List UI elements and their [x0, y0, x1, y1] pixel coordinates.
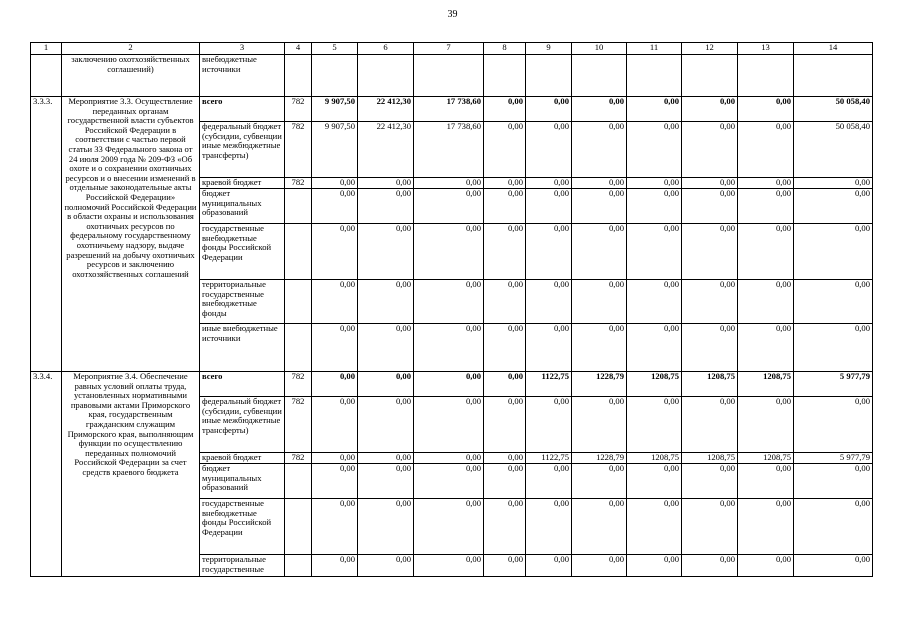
- gbs-code-cell: [285, 224, 312, 280]
- value-cell: 0,00: [358, 464, 414, 499]
- source-cell: бюджет муниципальных образований: [200, 189, 285, 224]
- value-cell: 0,00: [484, 324, 526, 372]
- value-cell: 0,00: [526, 324, 572, 372]
- value-cell: 0,00: [526, 397, 572, 453]
- value-cell: 0,00: [526, 499, 572, 555]
- value-cell: 0,00: [312, 189, 358, 224]
- value-cell: 22 412,30: [358, 122, 414, 178]
- value-cell: 0,00: [682, 97, 738, 122]
- gbs-code-cell: [285, 280, 312, 324]
- column-header: 1: [31, 43, 62, 55]
- gbs-code-cell: [285, 499, 312, 555]
- value-cell: 0,00: [484, 397, 526, 453]
- value-cell: 0,00: [414, 280, 484, 324]
- value-cell: 0,00: [794, 499, 873, 555]
- value-cell: 0,00: [738, 464, 794, 499]
- value-cell: 1208,75: [738, 453, 794, 464]
- column-header: 9: [526, 43, 572, 55]
- value-cell: 0,00: [627, 324, 682, 372]
- value-cell: 0,00: [484, 122, 526, 178]
- value-cell: 0,00: [312, 324, 358, 372]
- value-cell: 0,00: [627, 555, 682, 577]
- value-cell: [312, 55, 358, 97]
- value-cell: 0,00: [794, 224, 873, 280]
- value-cell: 0,00: [312, 178, 358, 189]
- value-cell: [682, 55, 738, 97]
- source-cell: внебюджетные источники: [200, 55, 285, 97]
- gbs-code-cell: [285, 555, 312, 577]
- source-cell: государственные внебюджетные фонды Российской Федерации: [200, 499, 285, 555]
- header-row: [31, 43, 873, 55]
- value-cell: 0,00: [526, 97, 572, 122]
- measure-code-cell: 3.3.4.: [31, 372, 62, 577]
- value-cell: [484, 55, 526, 97]
- gbs-code-cell: 782: [285, 453, 312, 464]
- value-cell: 0,00: [414, 555, 484, 577]
- value-cell: 1228,79: [572, 372, 627, 397]
- value-cell: 0,00: [526, 224, 572, 280]
- value-cell: 0,00: [526, 189, 572, 224]
- column-header: 8: [484, 43, 526, 55]
- measure-name-cell: заключению охотхозяйственных соглашений): [62, 55, 200, 97]
- table-body: [31, 55, 873, 577]
- value-cell: 5 977,79: [794, 372, 873, 397]
- gbs-code-cell: [285, 464, 312, 499]
- value-cell: 5 977,79: [794, 453, 873, 464]
- value-cell: 0,00: [572, 464, 627, 499]
- value-cell: 1208,75: [627, 453, 682, 464]
- value-cell: 0,00: [358, 224, 414, 280]
- value-cell: 0,00: [484, 464, 526, 499]
- source-cell: государственные внебюджетные фонды Российской Федерации: [200, 224, 285, 280]
- value-cell: 0,00: [794, 280, 873, 324]
- source-cell: краевой бюджет: [200, 453, 285, 464]
- value-cell: 0,00: [738, 280, 794, 324]
- value-cell: 0,00: [358, 499, 414, 555]
- value-cell: [414, 55, 484, 97]
- gbs-code-cell: 782: [285, 97, 312, 122]
- source-cell: территориальные государственные: [200, 555, 285, 577]
- value-cell: 9 907,50: [312, 122, 358, 178]
- source-cell: федеральный бюджет (субсидии, субвенции иные межбюджетные трансферты): [200, 122, 285, 178]
- gbs-code-cell: [285, 189, 312, 224]
- value-cell: 0,00: [627, 224, 682, 280]
- value-cell: 50 058,40: [794, 122, 873, 178]
- value-cell: 0,00: [738, 397, 794, 453]
- value-cell: 0,00: [572, 397, 627, 453]
- value-cell: 1122,75: [526, 453, 572, 464]
- value-cell: 0,00: [312, 499, 358, 555]
- table-row: [31, 97, 873, 122]
- measure-name-cell: Мероприятие 3.4. Обеспечение равных условий оплаты труда, установленных нормативными правовыми актами Приморского края, государственным гражданским служащим Приморского края, выполняющим функции по осуществлению переданных полномочий Российской Федерации за счет средств краевого бюджета: [62, 372, 200, 577]
- value-cell: 17 738,60: [414, 122, 484, 178]
- budget-table: [30, 42, 873, 577]
- gbs-code-cell: [285, 324, 312, 372]
- value-cell: 0,00: [794, 555, 873, 577]
- value-cell: 0,00: [358, 453, 414, 464]
- value-cell: 0,00: [572, 189, 627, 224]
- column-header: 5: [312, 43, 358, 55]
- value-cell: 0,00: [794, 189, 873, 224]
- value-cell: 0,00: [738, 97, 794, 122]
- value-cell: 0,00: [682, 189, 738, 224]
- value-cell: 0,00: [627, 464, 682, 499]
- value-cell: 0,00: [312, 280, 358, 324]
- value-cell: 0,00: [572, 97, 627, 122]
- value-cell: [738, 55, 794, 97]
- code-cell: [31, 55, 62, 97]
- measure-code-cell: 3.3.3.: [31, 97, 62, 372]
- value-cell: 0,00: [572, 224, 627, 280]
- value-cell: 0,00: [627, 97, 682, 122]
- value-cell: [526, 55, 572, 97]
- table-row: [31, 372, 873, 397]
- source-cell: бюджет муниципальных образований: [200, 464, 285, 499]
- value-cell: 0,00: [526, 122, 572, 178]
- value-cell: 1228,79: [572, 453, 627, 464]
- value-cell: 0,00: [526, 280, 572, 324]
- value-cell: [358, 55, 414, 97]
- source-cell: иные внебюджетные источники: [200, 324, 285, 372]
- value-cell: 0,00: [484, 453, 526, 464]
- value-cell: 0,00: [484, 224, 526, 280]
- value-cell: 0,00: [312, 397, 358, 453]
- column-header: 4: [285, 43, 312, 55]
- value-cell: 0,00: [358, 397, 414, 453]
- value-cell: 1208,75: [682, 453, 738, 464]
- source-cell: федеральный бюджет (субсидии, субвенции иные межбюджетные трансферты): [200, 397, 285, 453]
- value-cell: 0,00: [414, 453, 484, 464]
- value-cell: 0,00: [312, 555, 358, 577]
- value-cell: 0,00: [414, 464, 484, 499]
- value-cell: 22 412,30: [358, 97, 414, 122]
- value-cell: 0,00: [572, 122, 627, 178]
- value-cell: 0,00: [312, 224, 358, 280]
- value-cell: [572, 55, 627, 97]
- column-header: 10: [572, 43, 627, 55]
- value-cell: 0,00: [414, 178, 484, 189]
- gbs-code-cell: 782: [285, 122, 312, 178]
- value-cell: 0,00: [414, 224, 484, 280]
- value-cell: 0,00: [627, 397, 682, 453]
- value-cell: 0,00: [414, 397, 484, 453]
- value-cell: 0,00: [738, 189, 794, 224]
- value-cell: 0,00: [484, 97, 526, 122]
- value-cell: 0,00: [484, 499, 526, 555]
- value-cell: 1208,75: [738, 372, 794, 397]
- gbs-code-cell: 782: [285, 178, 312, 189]
- value-cell: 1208,75: [682, 372, 738, 397]
- page-number: 39: [447, 9, 458, 20]
- value-cell: 0,00: [484, 372, 526, 397]
- value-cell: 0,00: [358, 372, 414, 397]
- value-cell: 0,00: [572, 499, 627, 555]
- value-cell: 0,00: [312, 453, 358, 464]
- value-cell: 0,00: [738, 499, 794, 555]
- value-cell: 0,00: [358, 555, 414, 577]
- value-cell: 0,00: [682, 397, 738, 453]
- value-cell: 0,00: [682, 499, 738, 555]
- value-cell: 0,00: [794, 178, 873, 189]
- value-cell: 0,00: [738, 555, 794, 577]
- value-cell: [794, 55, 873, 97]
- source-cell: краевой бюджет: [200, 178, 285, 189]
- value-cell: 0,00: [358, 324, 414, 372]
- column-header: 13: [738, 43, 794, 55]
- value-cell: 0,00: [738, 324, 794, 372]
- source-cell: всего: [200, 97, 285, 122]
- column-header: 14: [794, 43, 873, 55]
- value-cell: 0,00: [627, 122, 682, 178]
- column-header: 2: [62, 43, 200, 55]
- value-cell: 0,00: [627, 280, 682, 324]
- value-cell: 0,00: [526, 464, 572, 499]
- gbs-cell: [285, 55, 312, 97]
- value-cell: 0,00: [794, 397, 873, 453]
- column-header: 6: [358, 43, 414, 55]
- value-cell: 0,00: [312, 464, 358, 499]
- source-cell: всего: [200, 372, 285, 397]
- value-cell: 0,00: [738, 224, 794, 280]
- column-header: 7: [414, 43, 484, 55]
- value-cell: 9 907,50: [312, 97, 358, 122]
- value-cell: 0,00: [627, 499, 682, 555]
- value-cell: 0,00: [682, 464, 738, 499]
- value-cell: 0,00: [572, 324, 627, 372]
- value-cell: 0,00: [484, 178, 526, 189]
- value-cell: 0,00: [358, 189, 414, 224]
- value-cell: 0,00: [627, 189, 682, 224]
- value-cell: 0,00: [358, 178, 414, 189]
- value-cell: 1208,75: [627, 372, 682, 397]
- value-cell: 0,00: [572, 280, 627, 324]
- value-cell: 1122,75: [526, 372, 572, 397]
- source-cell: территориальные государственные внебюджетные фонды: [200, 280, 285, 324]
- value-cell: 0,00: [484, 189, 526, 224]
- column-header: 3: [200, 43, 285, 55]
- value-cell: 0,00: [312, 372, 358, 397]
- value-cell: 0,00: [414, 372, 484, 397]
- value-cell: 0,00: [794, 324, 873, 372]
- value-cell: 0,00: [414, 189, 484, 224]
- value-cell: 0,00: [682, 178, 738, 189]
- value-cell: 0,00: [414, 499, 484, 555]
- measure-name-cell: Мероприятие 3.3. Осуществление переданных органам государственной власти субъектов Российской Федерации в соответствии с частью первой статьи 33 Федерального закона от 24 июля 2009 года № 209-ФЗ «Об охоте и о сохранении охотничьих ресурсов и о внесении изменений в отдельные законодательные акты Российской Федерации» полномочий Российской Федерации в области охраны и использования охотничьих ресурсов по федеральному государственному охотничьему надзору, выдаче разрешений на добычу охотничьих ресурсов и заключению охотхозяйственных соглашений: [62, 97, 200, 372]
- gbs-code-cell: 782: [285, 372, 312, 397]
- value-cell: 0,00: [627, 178, 682, 189]
- value-cell: 50 058,40: [794, 97, 873, 122]
- value-cell: 0,00: [526, 555, 572, 577]
- column-header: 12: [682, 43, 738, 55]
- column-header: 11: [627, 43, 682, 55]
- gbs-code-cell: 782: [285, 397, 312, 453]
- value-cell: 0,00: [682, 122, 738, 178]
- value-cell: 0,00: [484, 555, 526, 577]
- value-cell: 0,00: [682, 324, 738, 372]
- value-cell: 0,00: [572, 178, 627, 189]
- value-cell: 0,00: [526, 178, 572, 189]
- value-cell: 0,00: [682, 280, 738, 324]
- value-cell: 0,00: [738, 122, 794, 178]
- value-cell: 0,00: [794, 464, 873, 499]
- value-cell: [627, 55, 682, 97]
- value-cell: 0,00: [572, 555, 627, 577]
- value-cell: 17 738,60: [414, 97, 484, 122]
- continuation-row: [31, 55, 873, 97]
- value-cell: 0,00: [682, 555, 738, 577]
- value-cell: 0,00: [682, 224, 738, 280]
- value-cell: 0,00: [358, 280, 414, 324]
- value-cell: 0,00: [414, 324, 484, 372]
- value-cell: 0,00: [738, 178, 794, 189]
- value-cell: 0,00: [484, 280, 526, 324]
